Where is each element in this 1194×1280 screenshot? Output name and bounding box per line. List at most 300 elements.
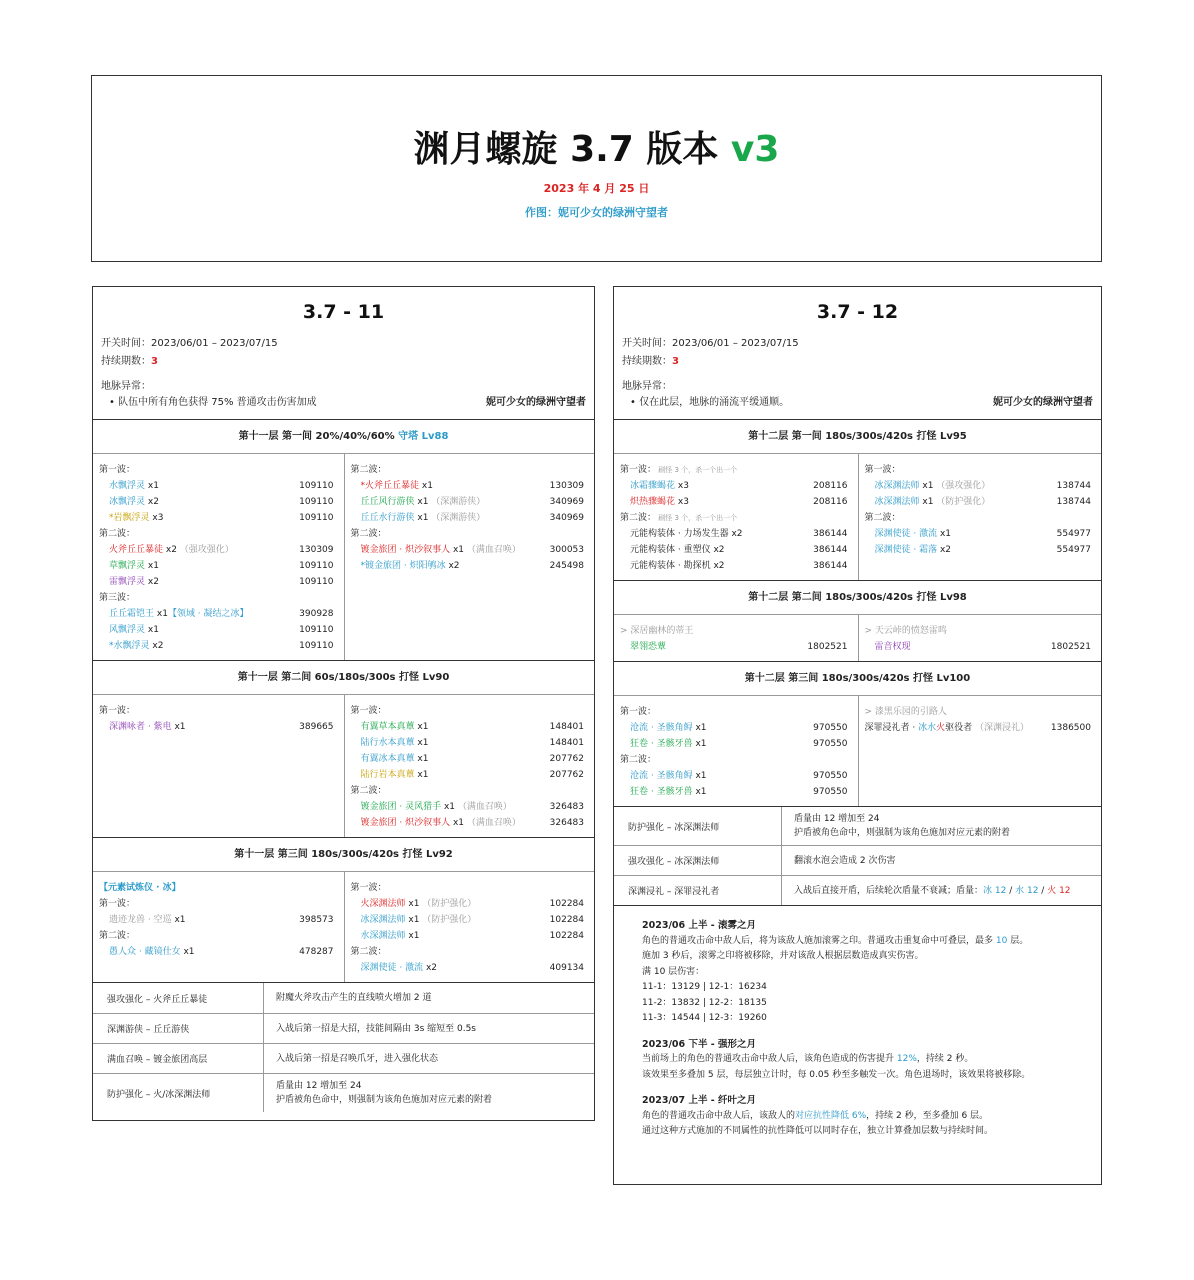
- buff-desc-cell: [781, 807, 1101, 845]
- ley-anomaly-author: 妮可少女的绿洲守望者: [486, 397, 586, 408]
- blessing-highlight: 12%: [896, 1054, 917, 1064]
- enemy-hp: 109110: [299, 625, 334, 635]
- enemy-row: [620, 784, 852, 800]
- first-half-column: [614, 696, 858, 806]
- blessing-line: 施加 3 秒后，滚雾之印将被移除，并对该敌人根据层数造成真实伤害。: [642, 951, 924, 961]
- enemy-name: 水深渊法师: [360, 931, 406, 941]
- enemy-hp: 109110: [299, 481, 334, 491]
- buff-desc-text: 入战后直接开盾，后续轮次盾量不衰减；盾量：: [794, 885, 984, 896]
- enemy-hp: 340969: [549, 513, 584, 523]
- enemy-count: x1: [919, 497, 934, 507]
- second-half-column: [858, 696, 1102, 806]
- enemy-row: [620, 478, 852, 494]
- enemy-name: 陆行岩本真蕈: [360, 770, 415, 780]
- enemy-count: x3: [675, 497, 689, 507]
- enemy-count: x1: [171, 722, 186, 732]
- publish-date: 2023 年 4 月 25 日: [543, 182, 650, 195]
- enemy-hp: 409134: [549, 963, 584, 973]
- enemy-hp: 478287: [299, 947, 334, 957]
- chamber-title: [614, 419, 1101, 453]
- enemy-row: [99, 574, 338, 590]
- enemy-name-cell: [630, 639, 666, 655]
- enemy-name: 冰霜骤蝎花: [630, 481, 676, 491]
- buff-row: [93, 1043, 594, 1073]
- enemy-name-cell: [361, 478, 433, 494]
- blessing-line: 11-2：13832 | 12-2：18135: [642, 997, 767, 1008]
- first-half-column: [93, 695, 344, 837]
- enemy-count: x2: [145, 577, 159, 587]
- buff-desc-line: 盾量由 12 增加至 24: [276, 1081, 362, 1091]
- duration-label: 持续期数：: [101, 356, 151, 367]
- wave-label: 第二波：: [350, 947, 387, 957]
- enemy-count: x2: [728, 529, 743, 539]
- ley-anomaly: [614, 379, 1101, 411]
- enemy-row: [865, 478, 1096, 494]
- open-time-value: 2023/06/01 – 2023/07/15: [672, 338, 799, 349]
- ley-anomaly-text: • 队伍中所有角色获得 75% 普通攻击伤害加成: [109, 397, 317, 408]
- enemy-count: x1: [145, 625, 159, 635]
- enemy-hp: 386144: [813, 561, 848, 571]
- enemy-count: x1: [419, 481, 433, 491]
- enemy-count: x1: [692, 739, 707, 749]
- enemy-row: [99, 944, 338, 960]
- blessing-title: 2023/06 下半 - 强形之月: [642, 1038, 756, 1050]
- open-time-value: 2023/06/01 – 2023/07/15: [151, 338, 278, 349]
- boss-elem-pyro: 火: [936, 723, 946, 733]
- enemy-hp: 207762: [549, 770, 584, 780]
- enemy-name: 草飘浮灵: [109, 561, 146, 571]
- buff-name: 深渊浸礼 – 深罪浸礼者: [628, 887, 720, 897]
- enemy-count: x1: [154, 609, 168, 619]
- enemy-hp: 130309: [549, 481, 584, 491]
- enemy-name-cell: [109, 912, 186, 928]
- second-half-column: [344, 454, 595, 660]
- enemy-hp: 102284: [549, 915, 584, 925]
- wave-label: 第二波：: [350, 465, 387, 475]
- duration-label: 持续期数：: [622, 356, 672, 367]
- enemy-name-cell: [875, 542, 952, 558]
- enemy-name: 镀金旅团 · 炽沙叙事人: [360, 545, 451, 555]
- enemy-name-cell: [361, 494, 486, 510]
- chamber-waves: [93, 694, 594, 837]
- enemy-name: *水飘浮灵: [109, 641, 150, 651]
- enemy-name: 冰飘浮灵: [109, 497, 146, 507]
- buff-row: [614, 845, 1101, 875]
- blessing-highlight: 对应抗性降低 6%: [795, 1110, 867, 1121]
- enemy-count: x1: [414, 770, 429, 780]
- ley-anomaly: [93, 379, 594, 411]
- enemy-name-cell: [630, 478, 689, 494]
- first-half-column: [93, 454, 344, 660]
- shield-sep: /: [1006, 885, 1016, 896]
- chamber-title-text: 第十二层 第三间 180s/300s/420s 打怪 Lv100: [744, 673, 971, 684]
- chamber-waves: [93, 453, 594, 660]
- enemy-hp: 300053: [549, 545, 584, 555]
- enemy-name-cell: [109, 494, 159, 510]
- enemy-row: [865, 720, 1096, 736]
- chamber-title: [614, 661, 1101, 695]
- blessing-highlight: 10: [995, 935, 1008, 946]
- enemy-row: [351, 558, 589, 574]
- enemy-name-cell: [109, 606, 249, 622]
- enemy-name: 镀金旅团 · 炽沙叙事人: [360, 818, 451, 828]
- chamber-title: [614, 580, 1101, 614]
- floor-title: 3.7 - 12: [816, 301, 899, 323]
- enemy-row: [351, 896, 589, 912]
- spawn-note: 刷怪 3 个，杀一个出一个: [656, 514, 738, 522]
- enemy-count: x2: [163, 545, 177, 555]
- floor-12-panel: [613, 286, 1102, 1185]
- buff-desc-line: [794, 884, 1089, 898]
- enemy-name-cell: [875, 639, 911, 655]
- duration-value: 3: [151, 356, 158, 367]
- first-half-column: [614, 454, 858, 580]
- second-half-column: [344, 872, 595, 982]
- enemy-name: 火深渊法师: [360, 899, 406, 909]
- enemy-count: x1: [450, 818, 465, 828]
- wave-label: 第一波：: [99, 465, 136, 475]
- chamber-waves: [614, 614, 1101, 661]
- enemy-row: [99, 912, 338, 928]
- enemy-hp: 138744: [1056, 481, 1091, 491]
- enemy-row: [620, 720, 852, 736]
- enemy-row: [351, 542, 589, 558]
- enemy-name-cell: [630, 542, 725, 558]
- enemy-row: [620, 526, 852, 542]
- enemy-name: 遗迹龙兽 · 空巡: [109, 915, 172, 925]
- enemy-name-cell: [361, 719, 429, 735]
- enemy-name-cell: [361, 815, 521, 831]
- enemy-row: [99, 606, 338, 622]
- buff-name: 防护强化 – 冰深渊法师: [628, 822, 720, 833]
- trial-label: 【元素试炼仪 · 冰】: [99, 883, 181, 893]
- enemy-name: 冰深渊法师: [874, 497, 920, 507]
- ley-anomaly-text: • 仅在此层，地脉的涌流平缓通顺。: [630, 397, 790, 408]
- wave-label: 第二波：: [99, 529, 136, 539]
- shield-value: 水 12: [1015, 885, 1039, 896]
- enemy-hp: 386144: [813, 545, 848, 555]
- enemy-name-cell: [109, 638, 163, 654]
- spacer: [93, 411, 594, 419]
- duration-value: 3: [672, 356, 679, 367]
- enemy-name: 雷音权现: [874, 642, 911, 652]
- enemy-row: [351, 912, 589, 928]
- enemy-note: （满血召唤）: [455, 802, 512, 812]
- enemy-count: x2: [937, 545, 952, 555]
- enemy-name-cell: [109, 574, 159, 590]
- enemy-row: [99, 542, 338, 558]
- enemy-hp: 398573: [299, 915, 334, 925]
- enemy-note: （防护强化）: [933, 497, 991, 507]
- wave-label: 第二波： 刷怪 3 个，杀一个出一个: [620, 513, 738, 523]
- enemy-hp: 1386500: [1050, 723, 1091, 733]
- enemy-count: x2: [149, 641, 164, 651]
- chamber-title-text: 第十二层 第一间 180s/300s/420s 打怪 Lv95: [748, 431, 967, 442]
- enemy-name: 风飘浮灵: [109, 625, 146, 635]
- enemy-name: 元能构装体 · 力场发生器: [630, 529, 729, 539]
- buff-desc-line: 附魔火斧攻击产生的直线喷火增加 2 道: [276, 993, 432, 1003]
- enemy-name-cell: [361, 751, 429, 767]
- enemy-name: 丘丘风行游侠: [360, 497, 415, 507]
- enemy-name: *岩飘浮灵: [109, 513, 150, 523]
- enemy-hp: 970550: [813, 723, 848, 733]
- ley-anomaly-row: [101, 395, 586, 411]
- enemy-row: [99, 622, 338, 638]
- enemy-note: （深渊游侠）: [428, 497, 486, 507]
- buff-desc-line: 盾量由 12 增加至 24: [794, 814, 880, 824]
- buff-row: [93, 1013, 594, 1043]
- shield-sep: /: [1038, 885, 1048, 896]
- blessing-line: 11-3：14544 | 12-3：19260: [642, 1013, 767, 1023]
- enemy-row: [351, 815, 589, 831]
- enemy-name: 狂卷 · 圣骸牙兽: [630, 739, 693, 749]
- enemy-hp: 390928: [299, 609, 334, 619]
- enemy-name-cell: [630, 720, 707, 736]
- blessing-text: ，持续 2 秒。: [916, 1054, 974, 1064]
- wave-label: 第一波： 刷怪 3 个，杀一个出一个: [620, 465, 738, 475]
- enemy-row: [620, 768, 852, 784]
- enemy-name-cell: [109, 719, 186, 735]
- author-credit: 作图：妮可少女的绿洲守望者: [525, 206, 668, 219]
- buff-row: [93, 1073, 594, 1112]
- enemy-note: （强攻强化）: [176, 545, 234, 555]
- enemy-count: x1: [414, 738, 429, 748]
- wave-label: 第二波：: [350, 786, 387, 796]
- enemy-hp: 340969: [549, 497, 584, 507]
- enemy-name-cell: [361, 912, 477, 928]
- enemy-name-cell: [875, 494, 991, 510]
- buff-desc-cell: [263, 1074, 594, 1112]
- blessing-text: ，持续 2 秒，至多叠加 6 层。: [866, 1110, 989, 1121]
- enemy-name: 深渊使徒 · 激流: [874, 529, 938, 539]
- enemy-note: （深渊浸礼）: [972, 723, 1030, 733]
- wave-label: 第一波：: [620, 707, 657, 717]
- enemy-name: 冰深渊法师: [874, 481, 920, 491]
- enemy-hp: 109110: [299, 513, 334, 523]
- spacer: [614, 411, 1101, 419]
- boss-name-prefix: 深罪浸礼者 ·: [864, 723, 919, 733]
- enemy-name: 深渊使徒 · 霜落: [874, 545, 938, 555]
- enemy-count: x1: [414, 497, 429, 507]
- blessing-title: 2023/06 上半 - 滚雾之月: [642, 920, 756, 931]
- enemy-count: x1: [441, 802, 456, 812]
- enemy-row: [351, 735, 589, 751]
- header-card: [91, 75, 1102, 262]
- enemy-name: 水飘浮灵: [109, 481, 146, 491]
- enemy-name: 火斧丘丘暴徒: [109, 545, 164, 555]
- chamber-title-highlight: 守塔 Lv88: [398, 431, 449, 442]
- enemy-buff-table: [614, 806, 1101, 905]
- enemy-name: 沧流 · 圣骸角鲟: [630, 771, 693, 781]
- boss-subtitle: > 深居幽林的蒂王: [620, 626, 694, 636]
- enemy-name-cell: [109, 622, 159, 638]
- buff-desc-line: 入战后第一招是召唤爪牙，进入强化状态: [276, 1053, 439, 1064]
- enemy-name: *镀金旅团 · 炽阳鸲冰: [360, 561, 446, 571]
- blessing-line: 满 10 层伤害：: [642, 966, 705, 977]
- enemy-name: 炽热骤蝎花: [630, 497, 676, 507]
- buff-desc-cell: [263, 983, 594, 1013]
- enemy-name-cell: [630, 784, 707, 800]
- enemy-name: 元能构装体 · 勘探机: [630, 561, 711, 571]
- enemy-hp: 1802521: [807, 642, 848, 652]
- enemy-row: [99, 494, 338, 510]
- enemy-count: x1: [414, 754, 429, 764]
- second-half-column: [858, 615, 1102, 661]
- enemy-name-cell: [361, 542, 521, 558]
- buff-row: [614, 807, 1101, 845]
- wave-label: 第二波：: [620, 755, 657, 765]
- blessing-line: [642, 934, 1073, 950]
- enemy-count: x2: [710, 545, 725, 555]
- enemy-hp: 109110: [299, 561, 334, 571]
- ley-anomaly-label: 地脉异常：: [101, 381, 151, 392]
- buff-desc-line: 护盾被角色命中，则强制为该角色施加对应元素的附着: [276, 1095, 493, 1105]
- enemy-name: 雷飘浮灵: [109, 577, 146, 587]
- blessing-line: 11-1：13129 | 12-1：16234: [642, 982, 767, 992]
- enemy-name-cell: [109, 558, 159, 574]
- duration-row: [614, 353, 1101, 371]
- enemy-count: x3: [675, 481, 689, 491]
- enemy-name: 有翼冰本真蕈: [360, 754, 415, 764]
- enemy-count: x2: [145, 497, 159, 507]
- enemy-name: 镀金旅团 · 灵风猎手: [360, 802, 442, 812]
- buff-desc-cell: [263, 1044, 594, 1073]
- enemy-hp: 148401: [549, 722, 584, 732]
- enemy-count: x1: [405, 931, 420, 941]
- enemy-hp: 245498: [549, 561, 584, 571]
- buff-name: 深渊游侠 – 丘丘游侠: [107, 1025, 190, 1035]
- page-title: [92, 128, 1101, 172]
- enemy-name: 沧流 · 圣骸角鲟: [630, 723, 693, 733]
- blessing-text: 角色的普通攻击命中敌人后，将为该敌人施加滚雾之印。普通攻击重复命中可叠层，最多: [642, 935, 996, 946]
- enemy-count: x1: [405, 915, 420, 925]
- blessing-line: 通过这种方式施加的不同属性的抗性降低可以同时存在，独立计算叠加层数与持续时间。: [642, 1126, 994, 1136]
- open-time-row: [93, 335, 594, 353]
- enemy-hp: 130309: [299, 545, 334, 555]
- buff-desc-line: 入战后第一招是大招，技能间隔由 3s 缩短至 0.5s: [276, 1023, 477, 1034]
- enemy-name: 深渊咏者 · 紫电: [109, 722, 172, 732]
- enemy-name-cell: [361, 896, 477, 912]
- chamber-title-text: 第十一层 第二间 60s/180s/300s 打怪 Lv90: [237, 672, 450, 683]
- enemy-row: [620, 639, 852, 655]
- enemy-count: x1: [692, 787, 707, 797]
- version-badge: v3: [730, 129, 780, 170]
- buff-row: [93, 983, 594, 1013]
- enemy-count: x3: [149, 513, 164, 523]
- enemy-hp: 970550: [813, 739, 848, 749]
- enemy-row: [351, 960, 589, 976]
- enemy-row: [99, 638, 338, 654]
- enemy-name: 元能构装体 · 重塑仪: [630, 545, 711, 555]
- enemy-hp: 970550: [813, 787, 848, 797]
- enemy-name-cell: [361, 928, 420, 944]
- open-time-label: 开关时间：: [622, 338, 672, 349]
- enemy-row: [351, 751, 589, 767]
- enemy-name-cell: [361, 767, 429, 783]
- enemy-hp: 109110: [299, 641, 334, 651]
- enemy-count: x1: [692, 723, 707, 733]
- enemy-count: x2: [445, 561, 460, 571]
- enemy-note: （满血召唤）: [464, 545, 521, 555]
- blessing-title: 2023/07 上半 - 纤叶之月: [642, 1095, 756, 1106]
- chamber-waves: [614, 453, 1101, 580]
- blessing-text: 当前场上的角色的普通攻击命中敌人后，该角色造成的伤害提升: [642, 1054, 897, 1064]
- enemy-count: x1: [145, 561, 159, 571]
- enemy-hp: 102284: [549, 899, 584, 909]
- wave-label: 第二波：: [864, 513, 901, 523]
- enemy-count: x1: [937, 529, 952, 539]
- boss-elem-hydro: 水: [927, 723, 937, 733]
- wave-label: 第二波：: [99, 931, 136, 941]
- enemy-hp: 970550: [813, 771, 848, 781]
- enemy-hp: 554977: [1056, 529, 1091, 539]
- blessing-line: 该效果至多叠加 5 层，每层独立计时，每 0.05 秒至多触发一次。角色退场时，该效果将被移除。: [642, 1069, 1031, 1080]
- blessing-text: 角色的普通攻击命中敌人后，该敌人的: [642, 1110, 796, 1121]
- enemy-name-cell: [630, 558, 725, 574]
- duration-row: [93, 353, 594, 371]
- enemy-count: x1: [405, 899, 420, 909]
- enemy-name: 陆行水本真蕈: [360, 738, 415, 748]
- enemy-row: [620, 494, 852, 510]
- enemy-hp: 326483: [549, 802, 584, 812]
- buff-name: 防护强化 – 火/冰深渊法师: [107, 1089, 211, 1100]
- enemy-name-cell: [361, 558, 460, 574]
- enemy-count: x1: [180, 947, 195, 957]
- enemy-hp: 554977: [1056, 545, 1091, 555]
- open-time-row: [614, 335, 1101, 353]
- boss-elem-cryo: 冰: [918, 723, 928, 733]
- enemy-name-cell: [875, 478, 991, 494]
- enemy-note: （防护强化）: [419, 915, 477, 925]
- enemy-hp: 326483: [549, 818, 584, 828]
- enemy-name: 丘丘霜铠王: [109, 609, 155, 619]
- enemy-domain: 【领域 · 凝结之冰】: [167, 609, 249, 619]
- chamber-title-text: 第十二层 第二间 180s/300s/420s 打怪 Lv98: [748, 592, 967, 603]
- chamber-title-text: 第十一层 第一间 20%/40%/60%: [238, 431, 399, 442]
- buff-desc-line: 翻滚水泡会造成 2 次伤害: [794, 855, 896, 866]
- wave-label: 第一波：: [99, 706, 136, 716]
- enemy-row: [620, 542, 852, 558]
- enemy-hp: 138744: [1056, 497, 1091, 507]
- buff-row: [614, 875, 1101, 905]
- chamber-title: [93, 419, 594, 453]
- enemy-count: x1: [919, 481, 934, 491]
- enemy-buff-table: [93, 982, 594, 1112]
- enemy-row: [99, 478, 338, 494]
- enemy-name: 深渊使徒 · 激流: [360, 963, 424, 973]
- enemy-hp: 109110: [299, 577, 334, 587]
- enemy-name-cell: [630, 768, 707, 784]
- enemy-name-cell: [865, 720, 1030, 736]
- enemy-name-cell: [630, 526, 743, 542]
- buff-name: 强攻强化 – 冰深渊法师: [628, 857, 720, 867]
- chamber-title: [93, 660, 594, 694]
- enemy-note: （强攻强化）: [933, 481, 991, 491]
- enemy-name-cell: [109, 478, 159, 494]
- enemy-hp: 109110: [299, 497, 334, 507]
- second-half-column: [858, 454, 1102, 580]
- enemy-note: （深渊游侠）: [428, 513, 486, 523]
- enemy-row: [351, 799, 589, 815]
- enemy-row: [865, 494, 1096, 510]
- enemy-name: 有翼草本真蕈: [360, 722, 415, 732]
- enemy-row: [99, 510, 338, 526]
- enemy-row: [351, 719, 589, 735]
- enemy-name-cell: [109, 542, 234, 558]
- boss-subtitle: > 天云峠的愤怒雷鸣: [864, 626, 947, 636]
- buff-desc-line: 护盾被角色命中，则强制为该角色施加对应元素的附着: [794, 828, 1011, 838]
- enemy-row: [620, 558, 852, 574]
